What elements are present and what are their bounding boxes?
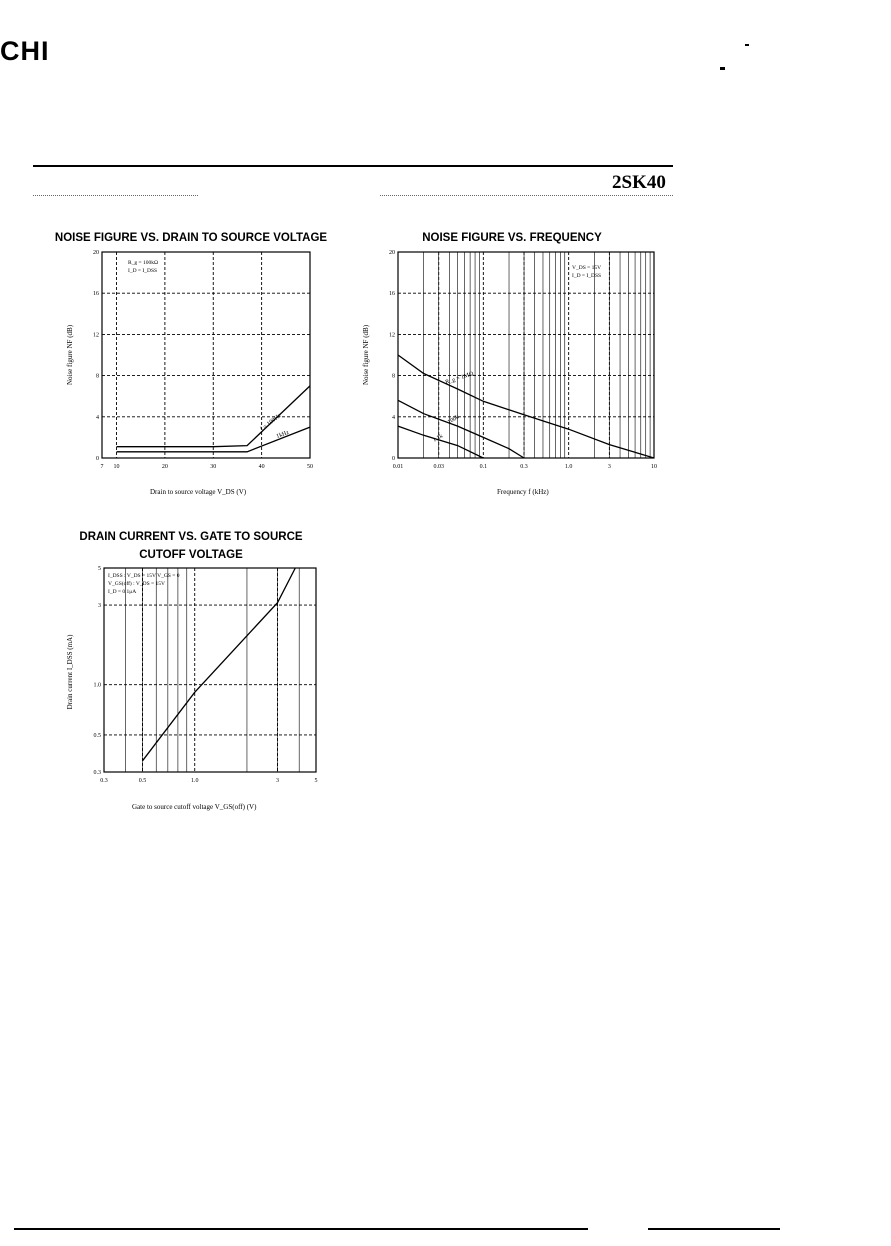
y-tick-label: 16 <box>389 291 395 298</box>
condition-label: I_DSS : V_DS = 15V V_GS = 0 <box>108 573 180 579</box>
chart2-xlabel: Frequency f (kHz) <box>497 488 549 496</box>
series-line <box>143 568 296 761</box>
y-tick-label: 16 <box>93 291 99 298</box>
y-tick-label: 20 <box>93 250 99 256</box>
x-tick-label: 50 <box>307 464 313 470</box>
chart3-title: DRAIN CURRENT VS. GATE TO SOURCE CUTOFF VOLTAGE <box>79 531 303 561</box>
series-label: 1.1k <box>432 433 445 444</box>
y-tick-label: 8 <box>392 373 395 380</box>
x-tick-label: 1.0 <box>564 464 573 470</box>
chart1-ylabel: Noise figure NF (dB) <box>66 324 74 386</box>
x-tick-label: 40 <box>258 464 265 470</box>
chart1-plot <box>52 246 327 471</box>
series-label: f = 100Hz <box>259 412 283 433</box>
x-tick-label: 30 <box>210 464 217 470</box>
series-label: 100k <box>446 414 461 426</box>
y-tick-label: 0.5 <box>93 732 101 739</box>
chart1-xlabel: Drain to source voltage V_DS (V) <box>150 488 247 496</box>
y-tick-label: 8 <box>96 373 99 380</box>
y-tick-label: 12 <box>93 332 99 339</box>
y-tick-label: 5 <box>98 566 101 572</box>
series-line <box>398 426 483 458</box>
condition-label: R_g = 100kΩ <box>128 260 159 266</box>
part-number: 2SK40 <box>612 172 666 193</box>
condition-label: I_D = I_DSS <box>128 268 158 274</box>
brand-logo: CHI <box>0 36 50 66</box>
chart2-title: NOISE FIGURE VS. FREQUENCY <box>422 232 602 244</box>
series-label: R_g = 1MΩ <box>444 371 475 386</box>
chart3-ylabel: Drain current I_DSS (mA) <box>66 634 74 710</box>
x-tick-label: 1.0 <box>190 778 199 784</box>
y-tick-label: 4 <box>392 414 395 421</box>
footer-rule <box>14 1228 588 1230</box>
y-tick-label: 3 <box>98 603 101 610</box>
y-tick-label: 20 <box>389 250 395 256</box>
x-tick-label: 0.3 <box>520 464 528 470</box>
y-tick-label: 4 <box>96 414 99 421</box>
header-dotted-rule <box>33 195 198 196</box>
chart1-title: NOISE FIGURE VS. DRAIN TO SOURCE VOLTAGE <box>54 232 328 244</box>
x-tick-label: 20 <box>161 464 168 470</box>
y-tick-label: 0 <box>392 456 395 462</box>
chart3-xlabel: Gate to source cutoff voltage V_GS(off) (V) <box>132 803 257 811</box>
chart2-ylabel: Noise figure NF (dB) <box>362 324 370 386</box>
y-tick-label: 0 <box>96 456 99 462</box>
condition-label: I_D = 0.1μA <box>108 589 137 595</box>
header-rule <box>33 165 673 167</box>
x-tick-label: 3 <box>607 464 611 470</box>
corner-mark <box>720 67 725 70</box>
chart3-plot <box>60 560 335 795</box>
plot-frame <box>102 252 310 458</box>
y-tick-label: 1.0 <box>93 682 101 689</box>
x-tick-label: 0.01 <box>392 464 404 470</box>
plot-frame <box>104 568 316 772</box>
x-tick-label: 10 <box>113 464 120 470</box>
x-tick-label: 0.3 <box>100 778 108 784</box>
y-tick-label: 0.3 <box>93 770 101 776</box>
footer-rule <box>648 1228 780 1230</box>
condition-label: I_D = I_DSS <box>572 273 602 279</box>
header-dotted-rule <box>380 195 673 196</box>
condition-label: V_DS = 15V <box>572 265 602 271</box>
x-tick-label: 0.1 <box>479 464 488 470</box>
chart2-plot <box>350 246 670 471</box>
plot-frame <box>398 252 654 458</box>
condition-label: V_GS(off) : V_DS = 15V <box>108 581 165 587</box>
x-tick-label: 3 <box>276 778 280 784</box>
x-tick-label: 7 <box>100 464 104 470</box>
x-tick-label: 0.03 <box>433 464 444 470</box>
corner-mark <box>745 44 749 46</box>
x-tick-label: 10 <box>651 464 657 470</box>
y-tick-label: 12 <box>389 332 395 339</box>
series-label: 1kHz <box>275 429 290 440</box>
x-tick-label: 5 <box>314 778 318 784</box>
x-tick-label: 0.5 <box>138 778 147 784</box>
